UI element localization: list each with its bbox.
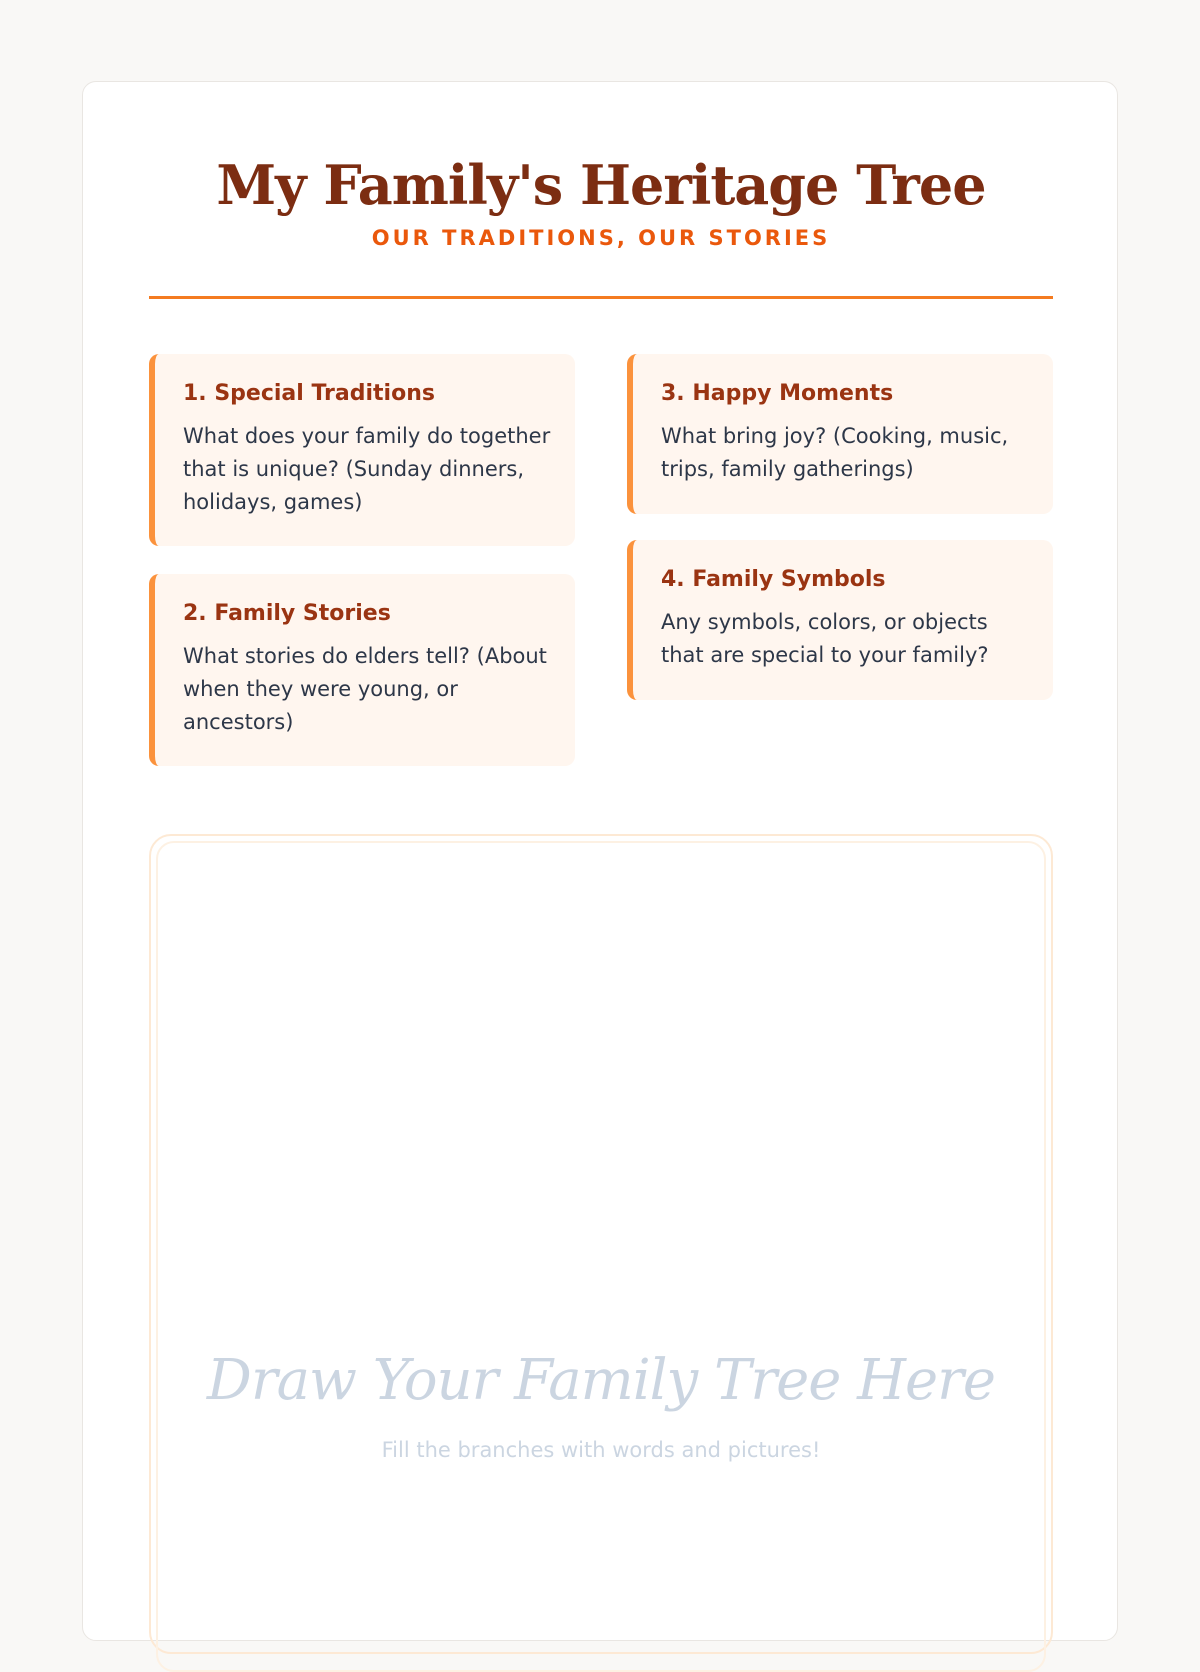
drawing-area-inner-border: [156, 841, 1046, 1672]
header: [149, 152, 1053, 250]
header-divider: [149, 296, 1053, 299]
prompt-heading: 3. Happy Moments: [661, 381, 894, 406]
drawing-area-title: Draw Your Family Tree Here: [206, 1348, 996, 1413]
prompt-heading: 4. Family Symbols: [661, 567, 886, 592]
prompt-card-family-stories: [149, 574, 575, 766]
page-title: My Family's Heritage Tree: [216, 153, 986, 217]
prompt-card-family-symbols: [627, 540, 1053, 700]
worksheet-card: [82, 81, 1118, 1641]
prompt-text: What does your family do together that is unique? (Sunday dinners, holidays, games): [183, 424, 551, 514]
prompt-card-happy-moments: [627, 354, 1053, 514]
prompt-heading: 2. Family Stories: [183, 601, 391, 626]
prompt-text: What bring joy? (Cooking, music, trips, family gatherings): [661, 424, 1009, 481]
prompt-text: Any symbols, colors, or objects that are special to your family?: [661, 610, 989, 667]
prompt-heading: 1. Special Traditions: [183, 381, 435, 406]
drawing-area-subtitle: Fill the branches with words and pictures!: [381, 1438, 821, 1462]
page-subtitle: OUR TRADITIONS, OUR STORIES: [371, 226, 831, 250]
family-tree-drawing-area[interactable]: [149, 834, 1053, 1654]
prompt-text: What stories do elders tell? (About when they were young, or ancestors): [183, 644, 547, 734]
prompt-card-special-traditions: [149, 354, 575, 546]
